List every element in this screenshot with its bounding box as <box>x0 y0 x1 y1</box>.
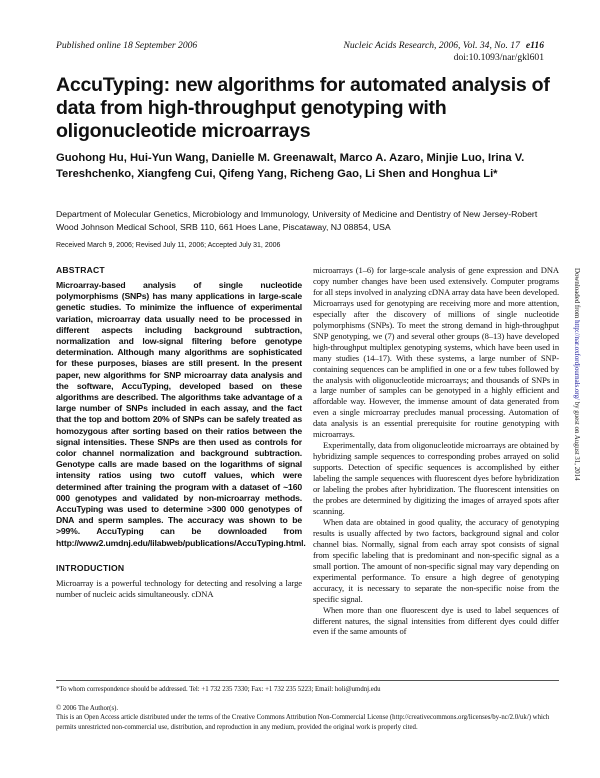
correspondence-footnote: *To whom correspondence should be addressed. Tel: +1 732 235 7330; Fax: +1 732 235 5223; Email: holi@umdnj.edu <box>56 686 381 693</box>
article-eid: e116 <box>525 40 544 51</box>
introduction-heading: INTRODUCTION <box>56 562 125 573</box>
abstract-heading: ABSTRACT <box>56 265 105 275</box>
published-date: Published online 18 September 2006 <box>56 40 198 51</box>
affiliation: Department of Molecular Genetics, Microbiology and Immunology, University of Medicine and Dentistry of New Jersey-Robert Wood Johnson Medical School, SRB 110, 661 Hoes Lane, Piscataway, NJ 08854, USA <box>56 209 538 232</box>
journal-header <box>343 40 544 64</box>
received-dates: Received March 9, 2006; Revised July 11, 2006; Accepted July 31, 2006 <box>56 242 281 249</box>
author-list: Guohong Hu, Hui-Yun Wang, Danielle M. Greenawalt, Marco A. Azaro, Minjie Luo, Irina V. Tereshchenko, Xiangfeng Cui, Qifeng Yang, Richeng Gao, Li Shen and Honghua Li* <box>56 152 525 180</box>
download-watermark <box>573 268 580 663</box>
intro-paragraph-3: When data are obtained in good quality, the accuracy of genotyping results is usually affected by two factors, background signal and color channel bias. Normally, signal from each array spot consists of signal from specific labeling that is predominant and non-specific signal as a small portion. The amount of non-specific signal may vary depending on experimental performance. To ensure a high degree of genotyping accuracy, it is necessary to separate the non-specific noise from the specific signal. <box>313 516 559 604</box>
right-column <box>313 265 559 637</box>
license-text: This is an Open Access article distributed under the terms of the Creative Commons Attribution Non-Commercial License (http://creativecommons.org/licenses/by-nc/2.0/uk/) which permits unrestricted non-commercial use, distribution, and reproduction in any medium, provided the original work is properly cited. <box>56 714 550 731</box>
doi[interactable]: doi:10.1093/nar/gkl601 <box>453 52 544 63</box>
intro-paragraph-1: Microarray is a powerful technology for detecting and resolving a large number of nucleic acids simultaneously. cDNA <box>56 577 302 599</box>
copyright-block <box>56 704 559 732</box>
intro-paragraph-4: When more than one fluorescent dye is used to label sequences of different natures, the signal intensities from different dyes could differ even if the same amounts of <box>313 604 559 637</box>
intro-paragraph-1-continued: microarrays (1–6) for large-scale analysis of gene expression and DNA copy number changes have been used extensively. Computer programs for all steps involved in analyzing cDNA array data have been developed. Microarrays used for genotyping are receiving more and more attention, especially after the discovery of millions of single nucleotide polymorphisms (SNPs). To meet the strong demand in high-throughput SNP genotyping, we (7) and several other groups (8–13) have developed high-throughput multiplex genotyping systems, which have been used in many studies (14–17). With these systems, a large number of SNP-containing sequences can be amplified in one or a few tubes followed by the analysis with oligonucleotide microarrays; and thousands of SNPs in a large number of samples can be genotyped in a highly efficient and affordable way. However, the immense amount of data generated from even a single microarray precludes manual processing. Automation of data analysis is an essential prerequisite for routine genotyping with microarrays. <box>313 265 559 440</box>
download-prefix: Downloaded from <box>573 268 580 321</box>
journal-citation: Nucleic Acids Research, 2006, Vol. 34, No. 17 <box>343 40 520 51</box>
download-link[interactable]: http://nar.oxfordjournals.org/ <box>573 320 580 400</box>
download-suffix: by guest on August 31, 2014 <box>573 399 580 481</box>
abstract-text: Microarray-based analysis of single nucleotide polymorphisms (SNPs) has many applications in large-scale genetic studies. To minimize the influence of experimental variation, microarray data usually need to be processed in different aspects including background subtraction, normalization and low-signal filtering before genotype determination. Although many algorithms are sophisticated for these purposes, biases are still present. In the present paper, new algorithms for SNP microarray data analysis and the software, AccuTyping, developed based on these algorithms are described. The algorithms take advantage of a large number of SNPs included in each assay, and the fact that the top and bottom 20% of SNPs can be safely treated as homozygous after sorting based on their ratios between the signal intensities. These SNPs are then used as controls for color channel normalization and background subtraction. Genotype calls are made based on the logarithms of signal intensity ratios using two cutoff values, which were determined after training the program with a dataset of ~160 000 genotypes and validated by non-microarray methods. AccuTyping was used to determine >300 000 genotypes of DNA and sperm samples. The accuracy was shown to be >99%. AccuTyping can be downloaded from http://www2.umdnj.edu/lilabweb/publications/AccuTyping.html. <box>56 280 306 548</box>
intro-paragraph-2: Experimentally, data from oligonucleotide microarrays are obtained by hybridizing sample sequences to corresponding probes arrayed on solid supports. Detection of specific sequences is accomplished by either labeling the sample sequences with fluorescent dyes before hybridization or labeling the probes after hybridization. The fluorescent intensities on the probes are determined by digitizing the images of arrayed spots after scanning. <box>313 440 559 516</box>
left-column <box>56 265 306 600</box>
copyright-line: © 2006 The Author(s). <box>56 705 119 712</box>
paper-title: AccuTyping: new algorithms for automated analysis of data from high-throughput genotyping with oligonucleotide microarrays <box>56 74 550 142</box>
footnote-divider <box>56 680 559 681</box>
